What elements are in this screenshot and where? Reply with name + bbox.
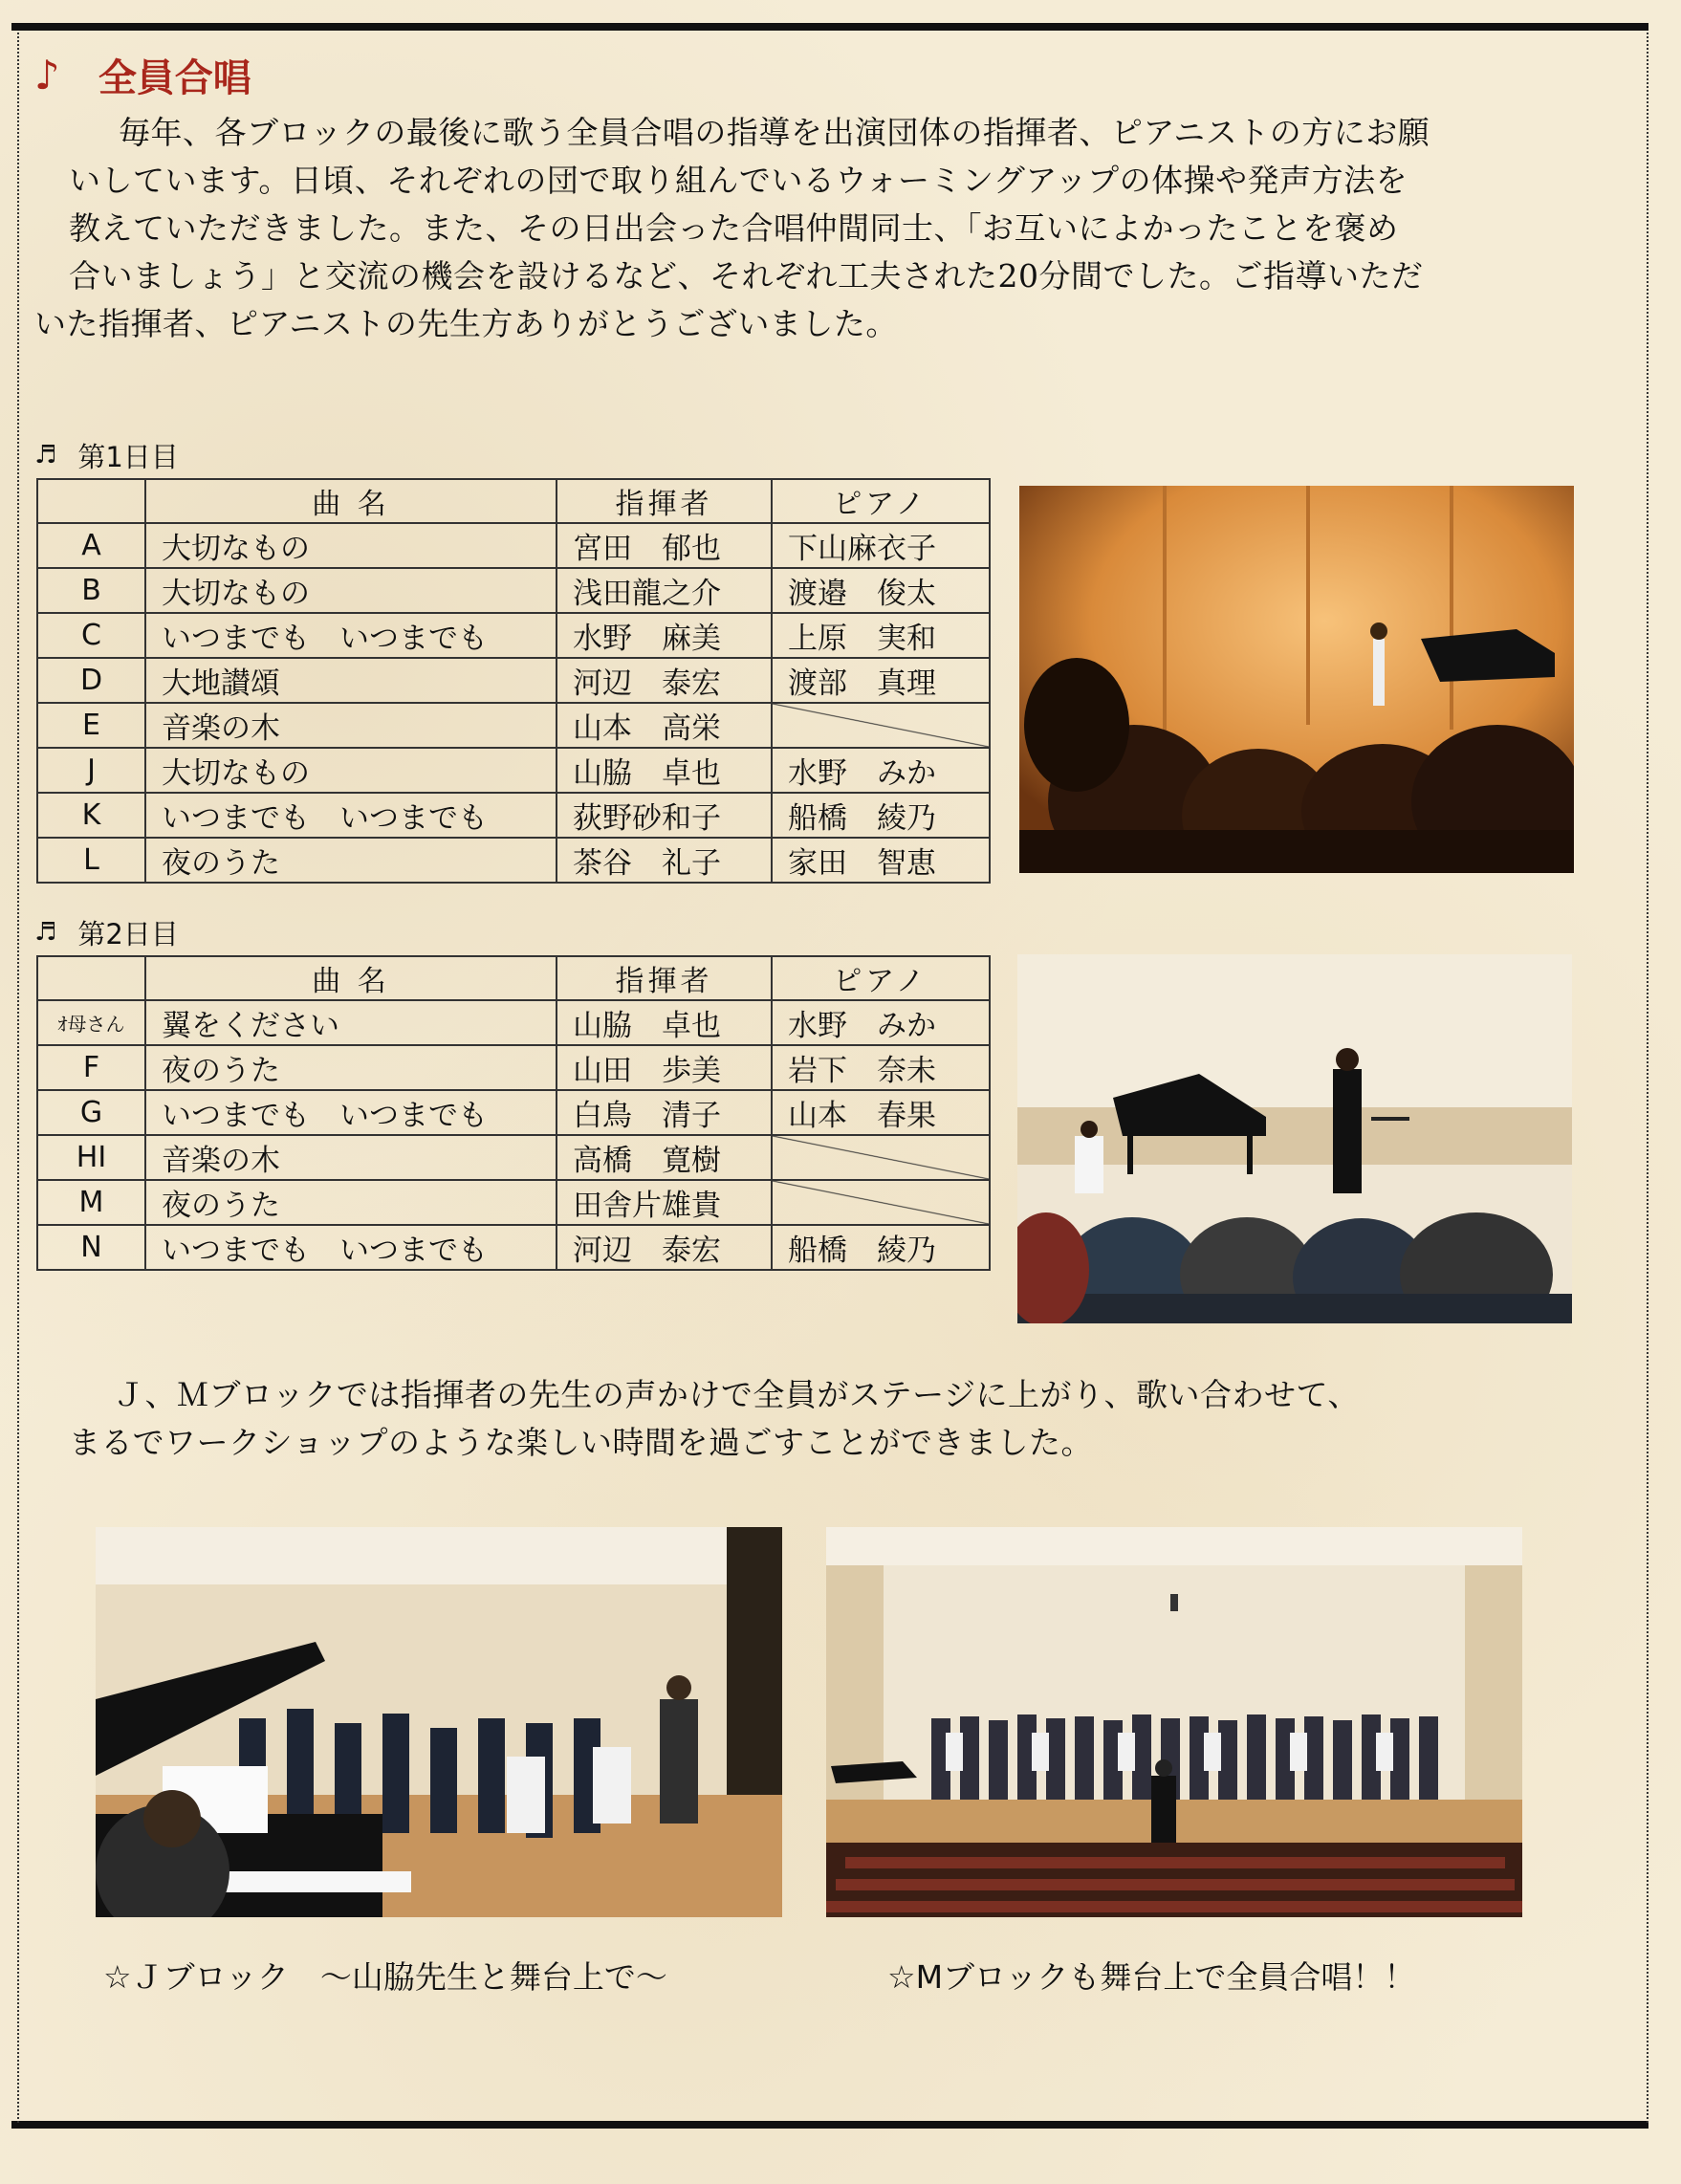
intro-paragraph: [34, 109, 1641, 348]
closing-line: Ｊ、Ｍブロックでは指揮者の先生の声かけで全員がステージに上がり、歌い合わせて、: [113, 1376, 1360, 1413]
conductor-cell: 茶谷 礼子: [557, 838, 772, 883]
table-header-row: [37, 956, 990, 1000]
block-cell: L: [37, 838, 145, 883]
block-cell: B: [37, 568, 145, 613]
photo-m-block-stage: [826, 1527, 1522, 1917]
song-cell: 音楽の木: [145, 1135, 557, 1180]
song-cell: 夜のうた: [145, 1045, 557, 1090]
conductor-cell: 山本 高栄: [557, 703, 772, 748]
song-cell: 音楽の木: [145, 703, 557, 748]
conductor-cell: 山脇 卓也: [557, 748, 772, 793]
song-cell: 夜のうた: [145, 838, 557, 883]
conductor-cell: 宮田 郁也: [557, 523, 772, 568]
intro-line: 毎年、各ブロックの最後に歌う全員合唱の指導を出演団体の指揮者、ピアニストの方にお願: [119, 114, 1430, 151]
closing-line: まるでワークショップのような楽しい時間を過ごすことができました。: [69, 1424, 1094, 1461]
top-border: [11, 23, 1648, 31]
song-cell: 翼をください: [145, 1000, 557, 1045]
caption-right: ☆Mブロックも舞台上で全員合唱！！: [887, 1958, 1416, 1996]
block-cell: M: [37, 1180, 145, 1225]
conductor-cell: 山脇 卓也: [557, 1000, 772, 1045]
block-cell: N: [37, 1225, 145, 1270]
conductor-cell: 田舎片雄貴: [557, 1180, 772, 1225]
intro-line: 合いましょう」と交流の機会を設けるなど、それぞれ工夫された20分間でした。ご指導いただ: [69, 257, 1424, 295]
piano-cell: 山本 春果: [772, 1090, 990, 1135]
table-row: [37, 1000, 990, 1045]
piano-cell: 岩下 奈未: [772, 1045, 990, 1090]
header-piano: ピアノ: [772, 479, 990, 523]
piano-cell: 水野 みか: [772, 1000, 990, 1045]
block-cell: E: [37, 703, 145, 748]
day2-label: [34, 913, 179, 951]
piano-cell: 家田 智恵: [772, 838, 990, 883]
block-cell: J: [37, 748, 145, 793]
block-cell: HI: [37, 1135, 145, 1180]
conductor-cell: 白鳥 清子: [557, 1090, 772, 1135]
section-title: 全員合唱: [98, 55, 251, 100]
block-cell: ｵ母さん: [37, 1000, 145, 1045]
song-cell: いつまでも いつまでも: [145, 613, 557, 658]
conductor-cell: 水野 麻美: [557, 613, 772, 658]
table-row: [37, 748, 990, 793]
photo-day2-rehearsal: [1017, 954, 1572, 1323]
conductor-cell: 高橋 寛樹: [557, 1135, 772, 1180]
section-heading: [34, 46, 251, 103]
song-cell: いつまでも いつまでも: [145, 1225, 557, 1270]
song-cell: いつまでも いつまでも: [145, 793, 557, 838]
conductor-cell: 荻野砂和子: [557, 793, 772, 838]
block-cell: K: [37, 793, 145, 838]
header-song: 曲 名: [145, 479, 557, 523]
table-row: [37, 658, 990, 703]
music-notes-icon: ♬: [34, 918, 57, 947]
piano-cell: 船橋 綾乃: [772, 793, 990, 838]
closing-paragraph: [34, 1371, 1612, 1467]
table-row: [37, 838, 990, 883]
table-row: [37, 613, 990, 658]
header-block: [37, 956, 145, 1000]
song-cell: 大地讃頌: [145, 658, 557, 703]
song-cell: いつまでも いつまでも: [145, 1090, 557, 1135]
piano-cell: 渡邉 俊太: [772, 568, 990, 613]
block-cell: D: [37, 658, 145, 703]
day1-label: [34, 436, 179, 474]
conductor-cell: 山田 歩美: [557, 1045, 772, 1090]
day2-label-text: 第2日目: [77, 917, 179, 950]
block-cell: C: [37, 613, 145, 658]
intro-line: 教えていただきました。また、その日出会った合唱仲間同士、「お互いによかったことを褒め: [69, 209, 1399, 247]
intro-line: いた指揮者、ピアニストの先生方ありがとうございました。: [34, 305, 898, 342]
block-cell: F: [37, 1045, 145, 1090]
song-cell: 夜のうた: [145, 1180, 557, 1225]
photo-day1-rehearsal: [1019, 486, 1574, 873]
conductor-cell: 河辺 泰宏: [557, 658, 772, 703]
photo-j-block-stage: [96, 1527, 782, 1917]
piano-cell: 上原 実和: [772, 613, 990, 658]
table-header-row: [37, 479, 990, 523]
table-row: [37, 1180, 990, 1225]
table-row: [37, 703, 990, 748]
table-row: [37, 523, 990, 568]
song-cell: 大切なもの: [145, 568, 557, 613]
block-cell: G: [37, 1090, 145, 1135]
piano-cell: 船橋 綾乃: [772, 1225, 990, 1270]
header-song: 曲 名: [145, 956, 557, 1000]
piano-cell: [772, 1135, 990, 1180]
music-note-icon: ♪: [34, 51, 60, 98]
piano-cell: [772, 703, 990, 748]
piano-cell: 下山麻衣子: [772, 523, 990, 568]
caption-left: ☆Ｊブロック ～山脇先生と舞台上で～: [103, 1958, 667, 1996]
header-conductor: 指揮者: [557, 479, 772, 523]
music-notes-icon: ♬: [34, 441, 57, 470]
block-cell: A: [37, 523, 145, 568]
table-row: [37, 568, 990, 613]
table-row: [37, 793, 990, 838]
header-block: [37, 479, 145, 523]
piano-cell: [772, 1180, 990, 1225]
day2-table: [36, 955, 991, 1271]
day1-label-text: 第1日目: [77, 440, 179, 473]
song-cell: 大切なもの: [145, 748, 557, 793]
conductor-cell: 河辺 泰宏: [557, 1225, 772, 1270]
piano-cell: 水野 みか: [772, 748, 990, 793]
song-cell: 大切なもの: [145, 523, 557, 568]
header-piano: ピアノ: [772, 956, 990, 1000]
table-row: [37, 1090, 990, 1135]
intro-line: いしています。日頃、それぞれの団で取り組んでいるウォーミングアップの体操や発声方法を: [69, 162, 1408, 199]
piano-cell: 渡部 真理: [772, 658, 990, 703]
header-conductor: 指揮者: [557, 956, 772, 1000]
conductor-cell: 浅田龍之介: [557, 568, 772, 613]
table-row: [37, 1135, 990, 1180]
table-row: [37, 1225, 990, 1270]
table-row: [37, 1045, 990, 1090]
day1-table: [36, 478, 991, 884]
